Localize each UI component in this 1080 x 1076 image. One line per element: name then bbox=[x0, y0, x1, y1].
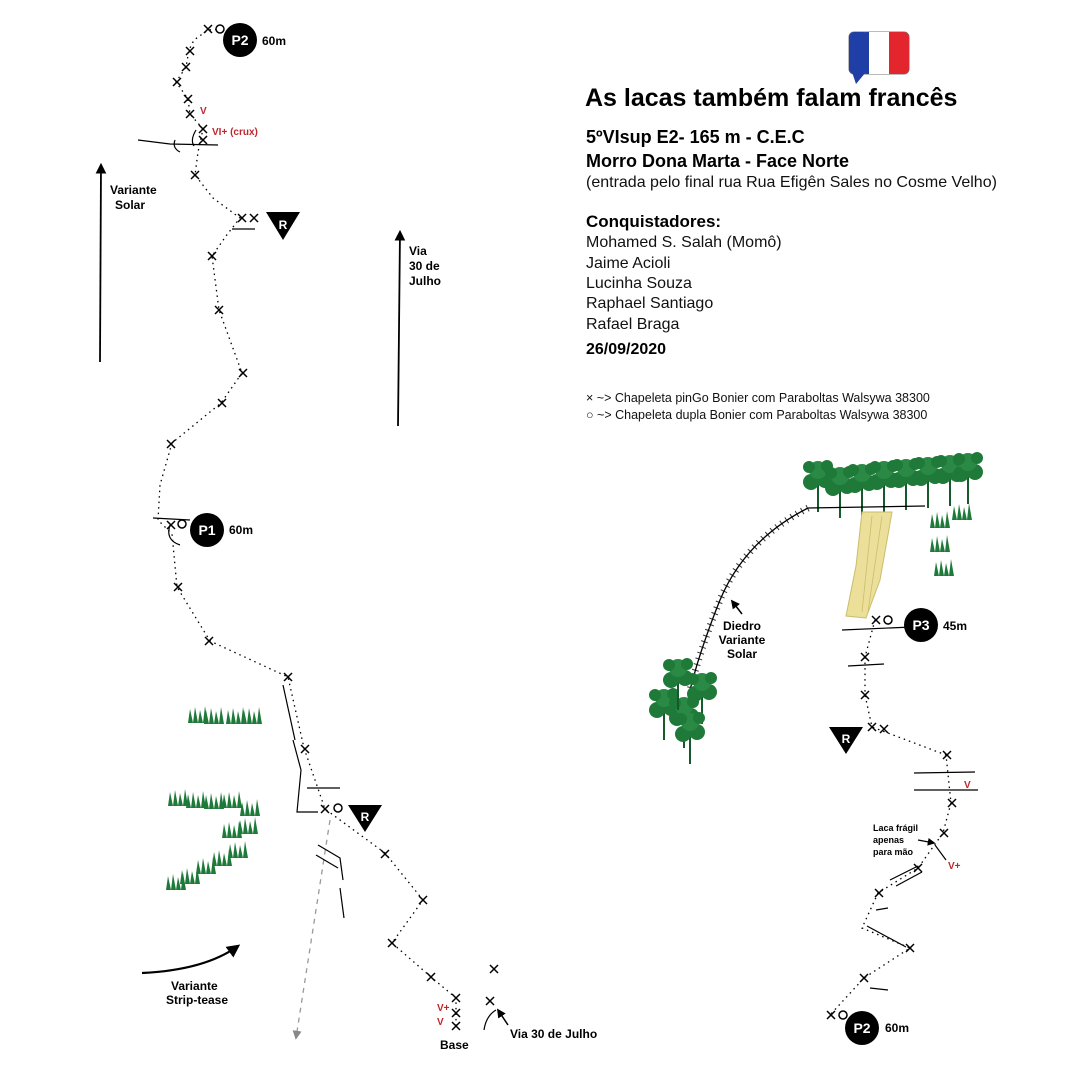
belay-station-p3-right bbox=[904, 608, 967, 642]
diedro-label bbox=[719, 601, 766, 661]
belay-station-p2-right bbox=[845, 1011, 909, 1045]
cross-icon: × bbox=[586, 391, 594, 405]
conqueror-name: Raphael Santiago bbox=[586, 295, 714, 312]
variante-strip-tease-arrow bbox=[142, 946, 238, 1007]
rock-features-right bbox=[842, 626, 978, 990]
pitch-length: 60m bbox=[262, 34, 287, 48]
diedro-label-line: Diedro bbox=[722, 619, 762, 633]
grade-label-crux: VI+ (crux) bbox=[212, 127, 258, 138]
belay-station-p1-left bbox=[190, 513, 253, 547]
base-label: Base bbox=[440, 1038, 469, 1052]
ascent-date: 26/09/2020 bbox=[586, 341, 667, 358]
belay-label: P1 bbox=[198, 522, 216, 538]
via-30-de-julho-arrow bbox=[398, 232, 441, 426]
rappel-marker bbox=[348, 805, 382, 832]
variante-strip-label: Variante bbox=[171, 979, 218, 993]
descent-line bbox=[296, 820, 330, 1038]
via-30-bottom-pointer bbox=[498, 1010, 597, 1041]
via-30-label: 30 de bbox=[409, 259, 440, 273]
variante-solar-arrow bbox=[100, 165, 157, 362]
crack-feature bbox=[846, 512, 892, 618]
route-access: (entrada pelo final rua Rua Efigên Sales no Cosme Velho) bbox=[586, 174, 997, 191]
route-line-right bbox=[830, 620, 951, 1015]
belay-label: P2 bbox=[853, 1020, 871, 1036]
belay-label: P3 bbox=[912, 617, 930, 633]
diedro-label-line: Solar bbox=[726, 647, 758, 661]
rappel-label: R bbox=[278, 218, 288, 232]
ledge bbox=[808, 506, 925, 508]
route-title: As lacas também falam francês bbox=[585, 84, 958, 112]
laca-label-line: Laca frágil bbox=[873, 823, 919, 833]
rappel-label: R bbox=[841, 732, 851, 746]
bolts-right bbox=[827, 616, 956, 1019]
conqueror-name: Rafael Braga bbox=[586, 316, 680, 333]
pitch-length: 45m bbox=[943, 619, 968, 633]
grade-label: V+ bbox=[948, 861, 961, 872]
via-30-label: Julho bbox=[409, 274, 441, 288]
trees-left-of-right-topo bbox=[649, 658, 717, 764]
legend-cross-text: ~> Chapeleta pinGo Bonier com Paraboltas Walsywa 38300 bbox=[596, 391, 930, 405]
conqueror-name: Mohamed S. Salah (Momô) bbox=[586, 234, 782, 251]
diedro-label-line: Variante bbox=[718, 633, 766, 647]
laca-label-line: apenas bbox=[873, 835, 905, 845]
belay-station-p2-left bbox=[223, 23, 286, 57]
circle-icon: ○ bbox=[586, 408, 594, 422]
rappel-marker bbox=[266, 212, 300, 240]
pitch-length: 60m bbox=[885, 1021, 910, 1035]
route-location: Morro Dona Marta - Face Norte bbox=[586, 151, 850, 171]
via-30-bottom-label: Via 30 de Julho bbox=[510, 1027, 598, 1041]
variante-solar-label: Variante bbox=[110, 183, 157, 197]
variante-solar-label: Solar bbox=[115, 198, 146, 212]
diedro-variante-solar-line bbox=[690, 508, 808, 690]
grade-label: V bbox=[437, 1017, 444, 1028]
grade-label: V bbox=[964, 780, 971, 791]
grade-label: V+ bbox=[437, 1003, 450, 1014]
via-30-label: Via bbox=[409, 244, 427, 258]
pitch-length: 60m bbox=[229, 523, 254, 537]
rappel-label: R bbox=[360, 810, 370, 824]
laca-label-line: para mão bbox=[873, 847, 914, 857]
legend-circle-text: ~> Chapeleta dupla Bonier com Paraboltas Walsywa 38300 bbox=[597, 408, 928, 422]
route-grade-line: 5ºVIsup E2- 165 m - C.E.C bbox=[586, 127, 805, 147]
laca-fragil-label bbox=[873, 823, 934, 857]
vegetation-left bbox=[166, 706, 262, 890]
conquerors-heading: Conquistadores: bbox=[586, 212, 722, 231]
trees-top-right bbox=[803, 452, 983, 576]
rappel-marker bbox=[829, 727, 863, 754]
rock-features-left bbox=[138, 130, 496, 1030]
grade-label: V bbox=[200, 106, 207, 117]
conqueror-name: Jaime Acioli bbox=[586, 255, 671, 272]
french-flag-speech-bubble-icon bbox=[849, 32, 909, 84]
conqueror-name: Lucinha Souza bbox=[586, 275, 692, 292]
variante-strip-label: Strip-tease bbox=[166, 993, 229, 1007]
belay-label: P2 bbox=[231, 32, 249, 48]
